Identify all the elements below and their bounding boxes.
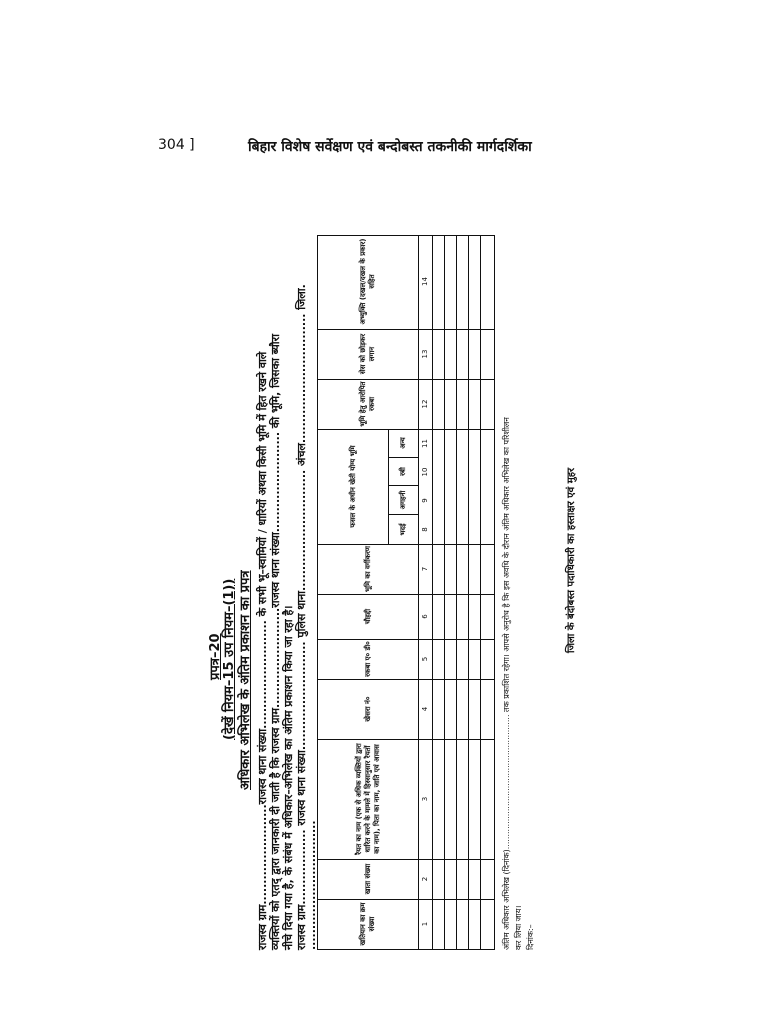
form-heading: अधिकार अभिलेख के अंतिम प्रकाशन का प्रपत्र [238, 570, 253, 790]
header-cell: भूमि का वर्गीकरण [363, 546, 372, 592]
subheader-cell: भदई [388, 515, 418, 544]
column-number: 12 [421, 399, 429, 409]
table-divider [456, 236, 457, 949]
form-line-3: नीचे दिया गया है, के संबंध में अधिकार–अभिलेख का अंतिम प्रकाशन किया जा रहा है। [282, 605, 295, 950]
footer-line-1: अंतिम अधिकार अभिलेख (दिनांक)..................................................... तक प्रकाशित रहेगा। आपसे अनुरोध है कि इस अवधि के दौरान अंतिम अधिकार अभिलेख का परिशीलन [502, 417, 511, 950]
table-divider [480, 236, 481, 949]
column-number: 2 [421, 876, 429, 882]
header-cell: रकबा ए० डी० [363, 641, 372, 677]
column-number: 11 [421, 439, 429, 448]
column-number: 13 [421, 349, 429, 359]
column-number: 5 [421, 656, 429, 662]
form-line-1: राजस्व ग्राम........................राजस्व थाना संख्या.......................... के सभी भू–स्वामियों / धारियों अथवा किसी भूमि में हित रखने वाले [256, 351, 269, 950]
form-subtitle: (देखें नियम–15 उप नियम–(1)) [222, 578, 237, 740]
header-cell: भूमि हेतु आरोपित रकबा [359, 381, 376, 427]
form-title: प्रपत्र–20 [208, 633, 223, 680]
subheader-cell: अगहनी [388, 486, 418, 515]
header-cell: खेसरा नं० [363, 696, 372, 722]
column-number: 7 [421, 566, 429, 572]
form-line-4: राजस्व ग्राम.................. राजस्व थाना संख्या.......................... पुलिस थाना............................. अंचल............................... जिला. [295, 284, 308, 950]
subheader-cell: रबी [388, 458, 418, 486]
header-cell: खाता संख्या [363, 863, 372, 895]
header-cell: सेस को छोड़कर लगान [359, 333, 376, 375]
header-cell: फसल के अधीन खेती योग्य भूमि [348, 445, 357, 528]
form-rotated [205, 205, 565, 950]
column-number: 14 [421, 277, 429, 286]
table-divider [444, 236, 445, 949]
subheader-cell: अन्य [388, 429, 418, 458]
table-divider [468, 236, 469, 949]
column-number: 4 [421, 706, 429, 712]
form-line-5: ............................... [305, 820, 318, 950]
column-number: 6 [421, 614, 429, 619]
form-line-2: व्यक्तियों को एतद् द्वारा जानकारी दी जाती है कि राजस्व ग्राम........................राजस्व थाना संख्या........................ की भूमि, जिसका ब्यौरा [269, 334, 282, 950]
header-cell: खतियान का क्रम संख्या [359, 902, 376, 946]
header-cell: अभ्युक्ति (दखल/दखल के प्रकार) सहित [359, 238, 376, 325]
column-number: 1 [421, 921, 429, 927]
records-table [317, 235, 495, 950]
signature-caption: जिला के बंदोबस्त पदाधिकारी का हस्ताक्षर एवं मुहर [566, 467, 577, 653]
page-number: 304 ] [158, 137, 195, 153]
table-divider [432, 236, 433, 949]
book-title: बिहार विशेष सर्वेक्षण एवं बन्दोबस्त तकनीकी मार्गदर्शिका [248, 139, 532, 155]
header-cell: रैयत का नाम (एक से अधिक व्यक्तियों द्वारा धारित करने के मामले में हिस्सानुसार रैयतों का नाम), पिता का नाम, जाति एवं आवास [354, 743, 381, 855]
footer-line-3: दिनांक:– [526, 924, 535, 950]
header-cell: चौहद्दी [363, 608, 372, 625]
column-number: 9 [421, 498, 429, 503]
column-number: 3 [421, 796, 429, 802]
column-number: 10 [421, 467, 429, 477]
footer-line-2: कर लिया जाय। [514, 905, 523, 950]
column-number: 8 [421, 527, 429, 532]
